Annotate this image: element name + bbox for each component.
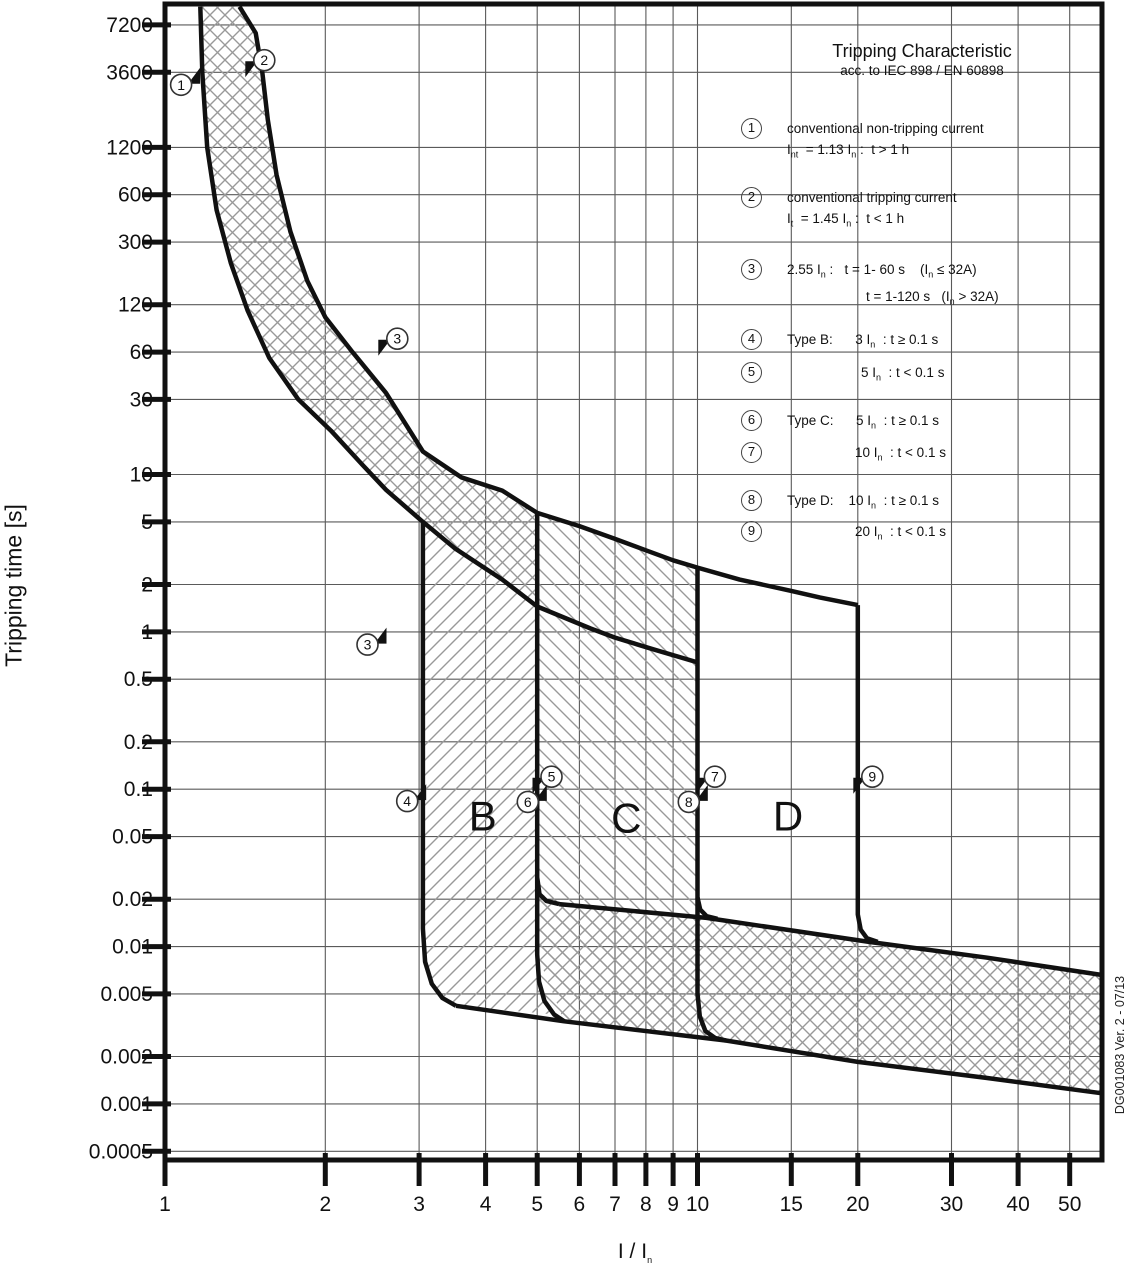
x-tick-label: 40: [1006, 1193, 1030, 1216]
x-tick-label: 2: [319, 1193, 332, 1216]
x-tick-label: 1: [159, 1193, 171, 1216]
y-tick-label: 0.01: [112, 935, 153, 959]
marker-number: 6: [523, 793, 532, 810]
marker-number: 3: [393, 330, 402, 347]
marker-number: 3: [363, 636, 372, 653]
x-tick-label: 8: [640, 1193, 652, 1216]
y-tick-label: 3600: [106, 61, 153, 85]
legend-item-3: [741, 259, 1103, 312]
y-tick-label: 1200: [106, 136, 153, 160]
y-tick-label: 0.0005: [88, 1140, 153, 1164]
legend-item-text: Type D: 10 $I_n$ : t ≥ 0.1 s: [787, 492, 939, 511]
y-tick-label: 0.002: [100, 1045, 153, 1069]
y-tick-label: 5: [141, 510, 153, 534]
x-tick-label: 30: [939, 1193, 964, 1216]
legend-item-6: [741, 410, 1103, 437]
y-tick-label: 10: [129, 463, 153, 487]
document-reference: DG001083 Ver. 2 - 07/13: [1113, 975, 1127, 1115]
x-tick-label: 5: [531, 1193, 544, 1216]
legend-item-number: 1: [741, 118, 762, 139]
legend-subtitle: acc. to IEC 898 / EN 60898: [840, 63, 1004, 78]
marker-number: 7: [711, 768, 719, 785]
y-tick-label: 0.5: [123, 668, 153, 692]
marker-number: 5: [547, 768, 556, 785]
y-tick-label: 0.02: [112, 888, 153, 912]
legend-item-text: 2.55 $I_n$ : t = 1- 60 s $(I_n \le 32A)$ t = 1-120 s $(I_n > 32A)$: [787, 262, 999, 307]
legend-item-text: conventional non-tripping current $I_{nt} = 1.13$ $I_n$ : t > 1 h: [787, 121, 984, 160]
legend-title: Tripping Characteristic: [832, 41, 1012, 61]
legend-item-7: [741, 442, 1103, 469]
marker-number: 8: [684, 793, 693, 810]
legend-item-text: 5 $I_n$ : t < 0.1 s: [861, 365, 945, 384]
x-tick-label: 9: [667, 1193, 679, 1216]
marker-number: 9: [868, 768, 877, 785]
y-tick-label: 600: [117, 183, 153, 207]
y-tick-label: 0.05: [112, 825, 153, 849]
legend-item-number: 7: [741, 442, 762, 463]
x-tick-label: 10: [685, 1193, 710, 1216]
region-letter-D: D: [772, 792, 804, 840]
legend-item-number: 8: [741, 490, 762, 511]
legend-item-9: [741, 521, 1103, 548]
x-tick-label: 15: [779, 1193, 803, 1216]
marker-number: 2: [260, 52, 269, 69]
y-tick-label: 2: [141, 573, 153, 597]
legend-item-1: [741, 118, 1103, 166]
x-tick-label: 7: [609, 1193, 621, 1216]
y-tick-label: 0.001: [100, 1092, 153, 1116]
x-tick-label: 50: [1058, 1193, 1082, 1216]
legend-item-8: [741, 490, 1103, 517]
x-tick-label: 20: [846, 1193, 870, 1216]
legend-item-text: Type C: 5 $I_n$ : t ≥ 0.1 s: [787, 413, 939, 431]
legend-item-text: conventional tripping current $I_t = 1.45$ $I_n$ : t < 1 h: [787, 189, 957, 229]
y-tick-label: 30: [129, 388, 153, 412]
y-axis-label: Tripping time [s]: [0, 504, 27, 667]
y-tick-label: 300: [117, 231, 153, 255]
x-tick-label: 3: [413, 1193, 425, 1216]
legend-item-number: 5: [741, 362, 762, 383]
legend-item-5: [741, 362, 1103, 389]
x-tick-label: 4: [479, 1193, 492, 1216]
thermal-tolerance-band: [200, 7, 537, 607]
marker-number: 1: [177, 76, 185, 93]
legend-item-number: 3: [741, 259, 762, 280]
y-tick-label: 60: [129, 341, 153, 365]
legend-item-text: Type B: 3 $I_n$ : t ≥ 0.1 s: [787, 331, 939, 350]
region-letter-C: C: [611, 794, 642, 842]
y-tick-label: 1: [141, 620, 153, 644]
legend-item-number: 2: [741, 187, 762, 208]
legend-items: [741, 118, 1103, 548]
y-tick-label: 0.1: [123, 778, 153, 802]
legend-item-number: 6: [741, 410, 762, 431]
x-axis-label: I / $I_n$: [617, 1240, 653, 1266]
region-letter-B: B: [468, 792, 497, 840]
y-tick-label: 7200: [106, 13, 153, 37]
legend-item-4: [741, 329, 1103, 356]
legend-item-number: 4: [741, 329, 762, 350]
x-tick-label: 6: [573, 1193, 586, 1216]
legend-item-text: 20 $I_n$ : t < 0.1 s: [855, 524, 946, 542]
legend-item-number: 9: [741, 521, 762, 542]
legend-item-2: [741, 187, 1103, 235]
legend-panel: [741, 40, 1103, 548]
legend-item-text: 10 $I_n$ : t < 0.1 s: [855, 444, 946, 463]
y-tick-label: 0.2: [123, 730, 153, 754]
y-tick-label: 0.005: [100, 982, 153, 1006]
marker-number: 4: [403, 793, 412, 810]
y-tick-label: 120: [117, 293, 153, 317]
